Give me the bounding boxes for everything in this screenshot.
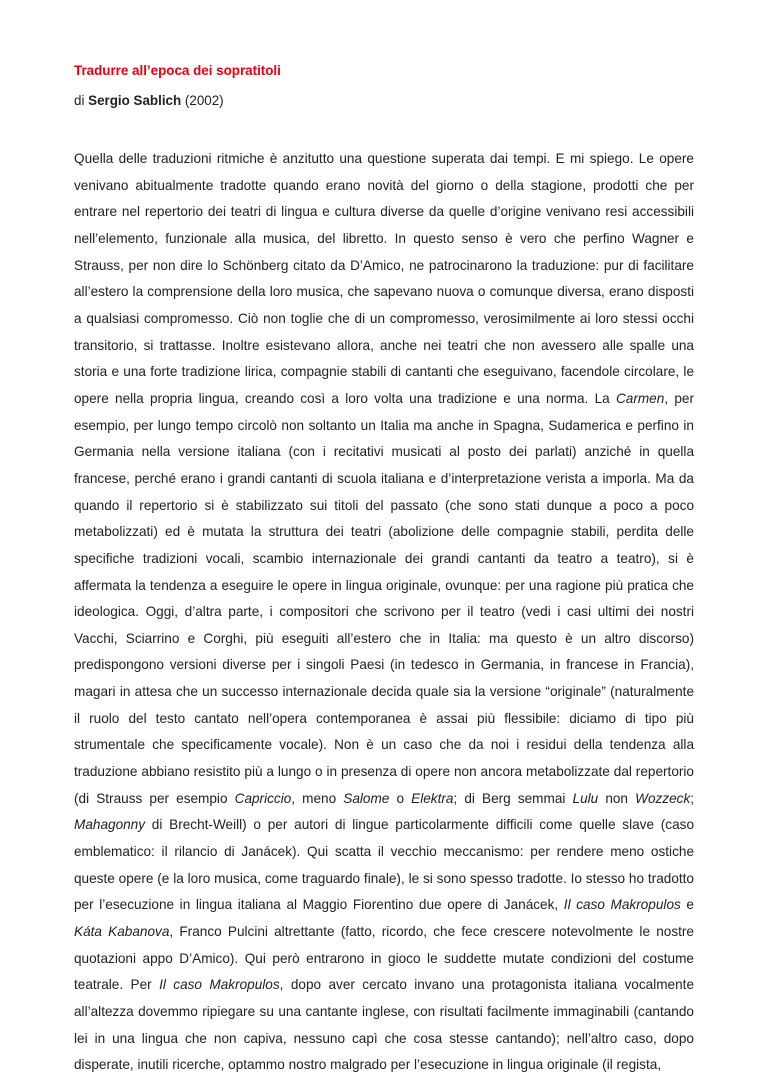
body-text-segment: di Brecht-Weill) o per autori di lingue particolarmente difficili come quelle slave (caso emblematico: il rilancio di Janácek). Qui scatta il vecchio meccanismo: per rendere meno ostiche queste opere (e la loro musica, come traguardo finale), le si sono spesso tradotte. Io stesso ho tradotto per l’esecuzione in lingua italiana al Maggio Fiorentino due opere di Janácek, [74,817,694,913]
italic-title: Mahagonny [74,817,146,833]
italic-title: Elektra [411,790,454,806]
body-text-segment: , dopo aver cercato invano una protagonista italiana vocalmente all’altezza dovemmo ripiegare su una cantante inglese, con risultati facilmente immaginabili (cantando lei in una lingua che non capiva, nessuno capì che cosa stesse cantando); nell’altro caso, dopo disperate, inutili ricerche, optammo nostro malgrado per l’esecuzione in lingua originale (il regista, [74,977,695,1073]
italic-title: Carmen [615,390,665,406]
article-body [74,146,694,1079]
body-text-segment: non [598,790,636,806]
article-year: (2002) [184,93,224,108]
italic-title: Wozzeck [635,790,691,806]
article-author: Sergio Sablich [88,93,182,108]
body-text-segment: o [389,790,412,806]
italic-title: Káta Kabanova [74,924,170,940]
article-title: Tradurre all’epoca dei sopratitoli [74,63,281,78]
body-text-segment: ; di Berg semmai [453,790,573,806]
body-text-segment: e [680,897,694,913]
italic-title: Capriccio [234,790,292,806]
body-text-segment: Quella delle traduzioni ritmiche è anzitutto una questione superata dai tempi. E mi spiego. Le opere venivano abitualmente tradotte quando erano novità del giorno o della stagione, prodotti che per entrare nel repertorio dei teatri di lingua e cultura diverse da quelle d’origine venivano resi accessibili nell’elemento, funzionale alla musica, del libretto. In questo senso è vero che perfino Wagner e Strauss, per non dire lo Schönberg citato da D’Amico, ne patrocinarono la traduzione: pur di facilitare all’estero la comprensione della loro musica, che sapevano nuova o comunque diversa, erano disposti a qualsiasi compromesso. Ciò non toglie che di un compromesso, verosimilmente ai loro stessi occhi transitorio, si trattasse. Inoltre esistevano allora, anche nei teatri che non avessero alle spalle una storia e una forte tradizione lirica, compagnie stabili di cantanti che eseguivano, facendole circolare, le opere nella propria lingua, creando così a loro volta una tradizione e una norma. La [74,151,694,406]
italic-title: Salome [343,790,390,806]
body-text-segment: , Franco Pulcini altrettante (fatto, ricordo, che fece crescere notevolmente le nostre quotazioni appo D’Amico). Qui però entrarono in gioco le suddette mutate condizioni del costume teatrale. Per [74,924,694,993]
body-text-segment: , meno [291,790,344,806]
byline-prefix: di [74,93,89,108]
italic-title: Il caso Makropulos [159,977,280,993]
body-text-segment: ; [690,790,695,806]
italic-title: Lulu [572,790,599,806]
body-text-segment: , per esempio, per lungo tempo circolò non soltanto un Italia ma anche in Spagna, Sudamerica e perfino in Germania nella versione italiana (con i recitativi musicati al posto dei parlati) anziché in quella francese, perché erano i grandi cantanti di scuola italiana e d’interpretazione verista a imporla. Ma da quando il repertorio si è stabilizzato sui titoli del passato (che sono stati dunque a poco a poco metabolizzati) ed è mutata la struttura dei teatri (abolizione delle compagnie stabili, perdita delle specifiche tradizioni vocali, scambio internazionale dei grandi cantanti da teatro a teatro), si è affermata la tendenza a eseguire le opere in lingua originale, ovunque: per una ragione più pratica che ideologica. Oggi, d’altra parte, i compositori che scrivono per il teatro (vedi i casi ultimi dei nostri Vacchi, Sciarrino e Corghi, più eseguiti all’estero che in Italia: ma questo è un altro discorso) predispongono versioni diverse per i singoli Paesi (in tedesco in Germania, in francese in Francia), magari in attesa che un successo internazionale decida quale sia la versione “originale” (naturalmente il ruolo del testo cantato nell’opera contemporanea è assai più flessibile: diciamo di tipo più strumentale che specificamente vocale). Non è un caso che da noi i residui della tendenza alla traduzione abbiano resistito più a lungo o in presenza di opere non ancora metabolizzate dal repertorio (di Strauss per esempio [74,390,694,806]
italic-title: Il caso Makropulos [563,897,681,913]
article-byline [74,92,694,110]
